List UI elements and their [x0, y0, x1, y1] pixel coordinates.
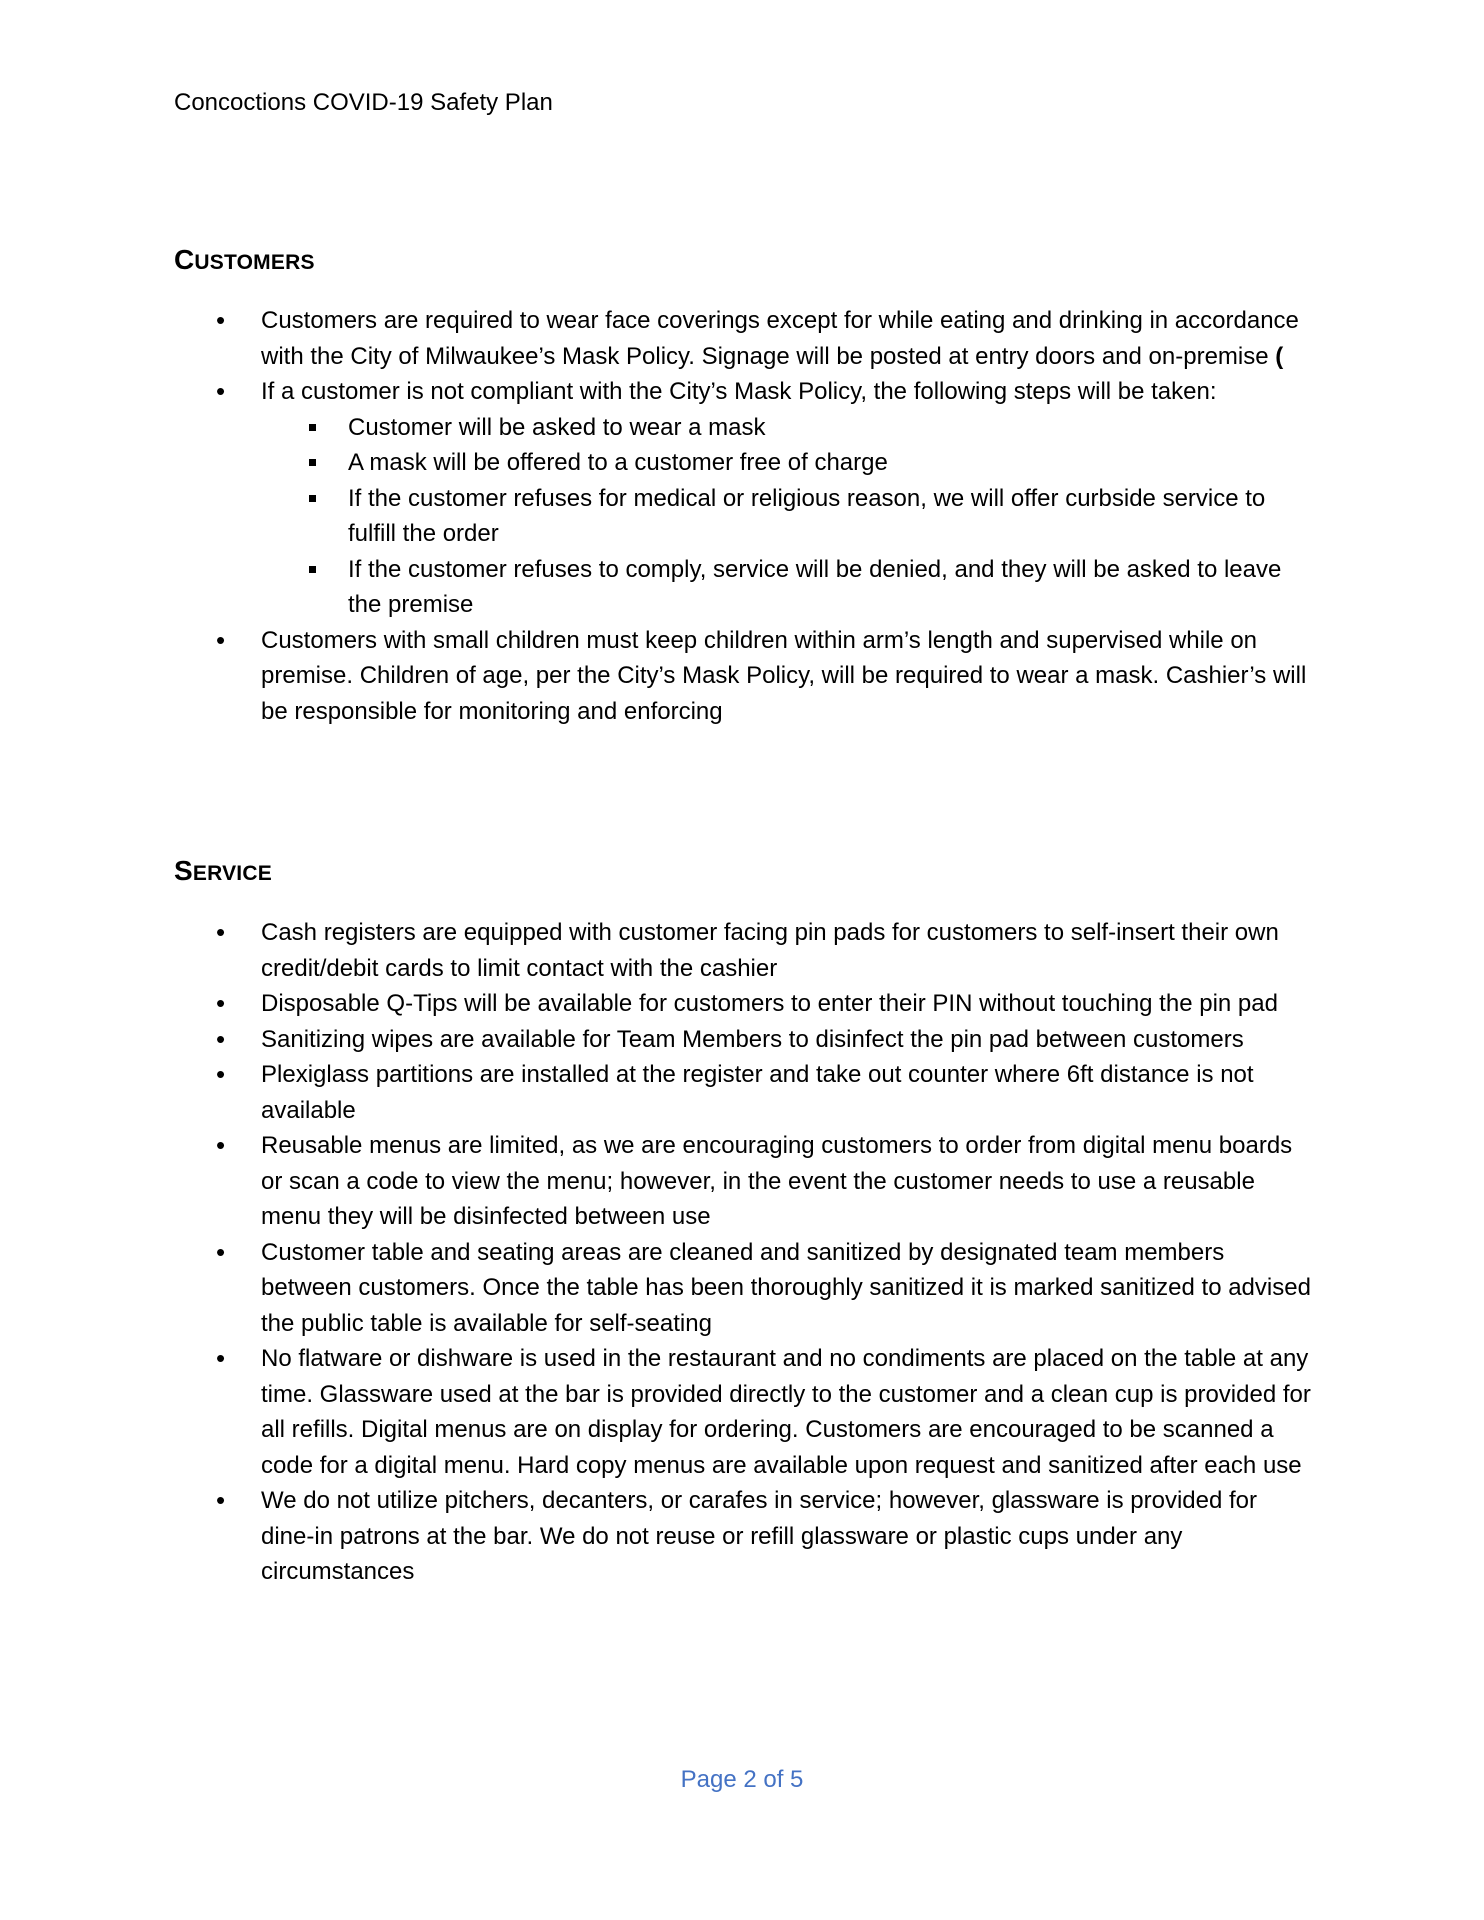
service-item: • Disposable Q-Tips will be available for customers to enter their PIN without touching the pin pad [0, 986, 1484, 1022]
customers-item-suffix: ( [1275, 342, 1284, 370]
customers-item: • Customers with small children must keep children within arm’s length and supervised while on premise. Children of age, per the City’s Mask Policy, will be required to wear a mask. Cashier’s will be responsible for monitoring and enforcing [0, 623, 1484, 730]
service-list [0, 915, 1484, 1590]
customers-heading-rest: USTOMERS [194, 251, 315, 274]
service-item: • Sanitizing wipes are available for Team Members to disinfect the pin pad between customers [0, 1022, 1484, 1058]
customers-item-text: Customers are required to wear face coverings except for while eating and drinking in accordance with the City of Milwaukee’s Mask Policy. Signage will be posted at entry doors and on-premise [261, 307, 1299, 370]
customers-heading [174, 244, 315, 276]
customers-item [0, 374, 1484, 623]
service-item: • Plexiglass partitions are installed at the register and take out counter where 6ft distance is not available [0, 1057, 1484, 1128]
page-number: Page 2 of 5 [680, 1766, 804, 1793]
service-item: • Cash registers are equipped with customer facing pin pads for customers to self-insert their own credit/debit cards to limit contact with the cashier [0, 915, 1484, 986]
noncompliance-step: If the customer refuses to comply, service will be denied, and they will be asked to leave the premise [261, 552, 1314, 623]
noncompliance-step: A mask will be offered to a customer free of charge [261, 445, 1314, 481]
service-heading-initial: S [174, 855, 193, 886]
customers-list [0, 303, 1484, 729]
noncompliance-steps [261, 410, 1314, 623]
document-header: Concoctions COVID-19 Safety Plan [174, 89, 553, 116]
service-item: • Reusable menus are limited, as we are encouraging customers to order from digital menu boards or scan a code to view the menu; however, in the event the customer needs to use a reusable menu they will be disinfected between use [0, 1128, 1484, 1235]
noncompliance-step: Customer will be asked to wear a mask [261, 410, 1314, 446]
service-heading-rest: ERVICE [192, 862, 272, 885]
service-item: • No flatware or dishware is used in the restaurant and no condiments are placed on the table at any time. Glassware used at the bar is provided directly to the customer and a clean cup is provided for all refills. Digital menus are on display for ordering. Customers are encouraged to be scanned a code for a digital menu. Hard copy menus are available upon request and sanitized after each use [0, 1341, 1484, 1483]
noncompliance-step: If the customer refuses for medical or religious reason, we will offer curbside service to fulfill the order [261, 481, 1314, 552]
service-item: • Customer table and seating areas are cleaned and sanitized by designated team members between customers. Once the table has been thoroughly sanitized it is marked sanitized to advised the public table is available for self-seating [0, 1235, 1484, 1342]
customers-item [0, 303, 1484, 374]
service-heading [174, 855, 272, 887]
service-item: • We do not utilize pitchers, decanters, or carafes in service; however, glassware is provided for dine-in patrons at the bar. We do not reuse or refill glassware or plastic cups under any circumstances [0, 1483, 1484, 1590]
customers-heading-initial: C [174, 244, 195, 275]
customers-item-text: If a customer is not compliant with the City’s Mask Policy, the following steps will be taken: [261, 378, 1217, 405]
